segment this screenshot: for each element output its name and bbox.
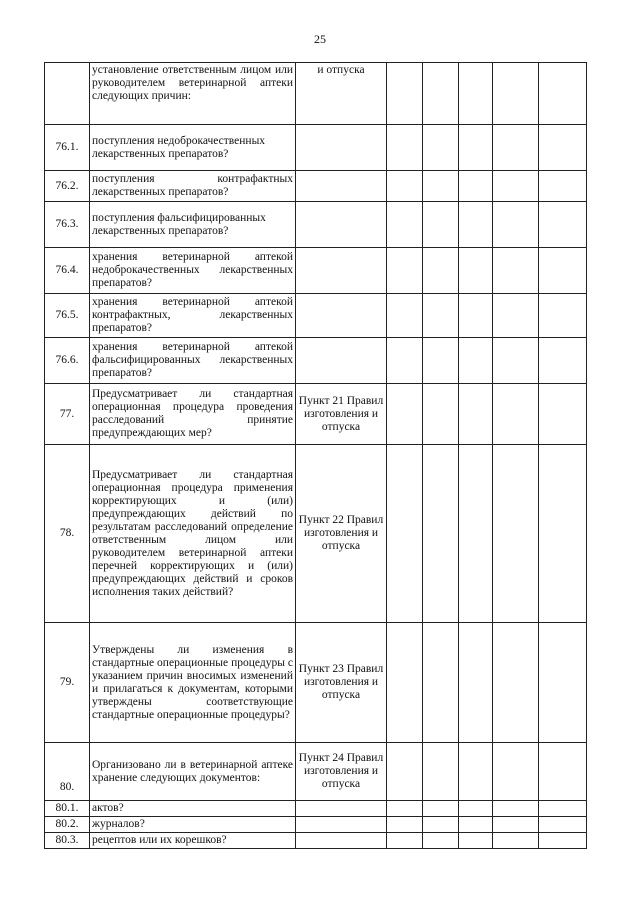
item-number: 80.3.: [45, 833, 90, 849]
comment-cell: [539, 171, 587, 202]
answer-cell-extra: [493, 384, 539, 445]
answer-cell-yes: [387, 202, 423, 248]
comment-cell: [539, 338, 587, 384]
comment-cell: [539, 833, 587, 849]
answer-cell-yes: [387, 445, 423, 623]
question-text: актов?: [90, 801, 296, 817]
answer-cell-extra: [493, 801, 539, 817]
answer-cell-extra: [493, 338, 539, 384]
comment-cell: [539, 63, 587, 125]
answer-cell-no: [423, 125, 459, 171]
item-number: 78.: [45, 445, 90, 623]
comment-cell: [539, 202, 587, 248]
answer-cell-yes: [387, 817, 423, 833]
table-row: [45, 623, 587, 743]
table-row: [45, 743, 587, 801]
table-row: [45, 445, 587, 623]
answer-cell-no: [423, 294, 459, 338]
answer-cell-no: [423, 171, 459, 202]
answer-cell-extra: [493, 63, 539, 125]
comment-cell: [539, 623, 587, 743]
answer-cell-extra: [493, 833, 539, 849]
table-row: [45, 63, 587, 125]
answer-cell-no: [423, 743, 459, 801]
comment-cell: [539, 801, 587, 817]
answer-cell-yes: [387, 833, 423, 849]
answer-cell-no: [423, 833, 459, 849]
answer-cell-na: [459, 384, 493, 445]
answer-cell-yes: [387, 294, 423, 338]
question-text: поступления контрафактных лекарственных препаратов?: [90, 171, 296, 202]
answer-cell-extra: [493, 817, 539, 833]
answer-cell-yes: [387, 384, 423, 445]
answer-cell-na: [459, 801, 493, 817]
answer-cell-extra: [493, 445, 539, 623]
comment-cell: [539, 817, 587, 833]
reference-text: Пункт 23 Правил изготовления и отпуска: [296, 623, 387, 743]
question-text: установление ответственным лицом или руководителем ветеринарной аптеки следующих причин:: [90, 63, 296, 125]
answer-cell-extra: [493, 202, 539, 248]
question-text: Предусматривает ли стандартная операционная процедура проведения расследований принятие предупреждающих мер?: [90, 384, 296, 445]
answer-cell-no: [423, 817, 459, 833]
checklist-table: [44, 62, 587, 849]
answer-cell-na: [459, 743, 493, 801]
answer-cell-extra: [493, 743, 539, 801]
item-number: 80.: [45, 743, 90, 801]
answer-cell-na: [459, 623, 493, 743]
reference-text: Пункт 22 Правил изготовления и отпуска: [296, 445, 387, 623]
answer-cell-extra: [493, 171, 539, 202]
reference-text: Пункт 24 Правил изготовления и отпуска: [296, 743, 387, 801]
item-number: 77.: [45, 384, 90, 445]
reference-text: [296, 833, 387, 849]
answer-cell-no: [423, 384, 459, 445]
question-text: Предусматривает ли стандартная операционная процедура применения корректирующих и (или) предупреждающих действий по результатам расследований определение ответственным лицом или руководителем ветеринарной аптеки перечней корректирующих и (или) предупреждающих действий и сроков исполнения таких действий?: [90, 445, 296, 623]
table-row: [45, 338, 587, 384]
table-row: [45, 294, 587, 338]
item-number: [45, 63, 90, 125]
answer-cell-na: [459, 171, 493, 202]
item-number: 76.3.: [45, 202, 90, 248]
table-row: [45, 833, 587, 849]
answer-cell-na: [459, 338, 493, 384]
reference-text: [296, 817, 387, 833]
table-row: [45, 248, 587, 294]
reference-text: [296, 801, 387, 817]
comment-cell: [539, 743, 587, 801]
comment-cell: [539, 294, 587, 338]
comment-cell: [539, 445, 587, 623]
question-text: хранения ветеринарной аптекой недоброкачественных лекарственных препаратов?: [90, 248, 296, 294]
question-text: хранения ветеринарной аптекой фальсифицированных лекарственных препаратов?: [90, 338, 296, 384]
answer-cell-no: [423, 202, 459, 248]
item-number: 76.1.: [45, 125, 90, 171]
answer-cell-no: [423, 801, 459, 817]
answer-cell-no: [423, 623, 459, 743]
answer-cell-na: [459, 248, 493, 294]
item-number: 80.2.: [45, 817, 90, 833]
answer-cell-na: [459, 817, 493, 833]
reference-text: и отпуска: [296, 63, 387, 125]
table-row: [45, 125, 587, 171]
answer-cell-na: [459, 125, 493, 171]
answer-cell-na: [459, 833, 493, 849]
answer-cell-no: [423, 63, 459, 125]
page-number: 25: [314, 32, 326, 46]
answer-cell-extra: [493, 623, 539, 743]
answer-cell-na: [459, 202, 493, 248]
reference-text: [296, 125, 387, 171]
answer-cell-na: [459, 294, 493, 338]
reference-text: [296, 248, 387, 294]
answer-cell-yes: [387, 623, 423, 743]
answer-cell-no: [423, 338, 459, 384]
answer-cell-extra: [493, 248, 539, 294]
answer-cell-extra: [493, 125, 539, 171]
item-number: 76.2.: [45, 171, 90, 202]
comment-cell: [539, 125, 587, 171]
question-text: журналов?: [90, 817, 296, 833]
table-row: [45, 817, 587, 833]
question-text: Организовано ли в ветеринарной аптеке хранение следующих документов:: [90, 743, 296, 801]
reference-text: [296, 294, 387, 338]
comment-cell: [539, 248, 587, 294]
answer-cell-yes: [387, 743, 423, 801]
table-row: [45, 202, 587, 248]
answer-cell-yes: [387, 801, 423, 817]
table-row: [45, 171, 587, 202]
reference-text: Пункт 21 Правил изготовления и отпуска: [296, 384, 387, 445]
answer-cell-na: [459, 445, 493, 623]
reference-text: [296, 202, 387, 248]
answer-cell-no: [423, 445, 459, 623]
answer-cell-no: [423, 248, 459, 294]
table-row: [45, 801, 587, 817]
item-number: 76.5.: [45, 294, 90, 338]
reference-text: [296, 171, 387, 202]
answer-cell-yes: [387, 338, 423, 384]
question-text: хранения ветеринарной аптекой контрафактных, лекарственных препаратов?: [90, 294, 296, 338]
question-text: Утверждены ли изменения в стандартные операционные процедуры с указанием причин вносимых изменений и прилагаться к документам, которыми утверждены соответствующие стандартные операционные процедуры?: [90, 623, 296, 743]
item-number: 80.1.: [45, 801, 90, 817]
answer-cell-yes: [387, 125, 423, 171]
answer-cell-na: [459, 63, 493, 125]
reference-text: [296, 338, 387, 384]
question-text: рецептов или их корешков?: [90, 833, 296, 849]
item-number: 76.6.: [45, 338, 90, 384]
comment-cell: [539, 384, 587, 445]
table-row: [45, 384, 587, 445]
answer-cell-yes: [387, 171, 423, 202]
answer-cell-extra: [493, 294, 539, 338]
answer-cell-yes: [387, 248, 423, 294]
question-text: поступления недоброкачественных лекарственных препаратов?: [90, 125, 296, 171]
item-number: 79.: [45, 623, 90, 743]
item-number: 76.4.: [45, 248, 90, 294]
answer-cell-yes: [387, 63, 423, 125]
question-text: поступления фальсифицированных лекарственных препаратов?: [90, 202, 296, 248]
